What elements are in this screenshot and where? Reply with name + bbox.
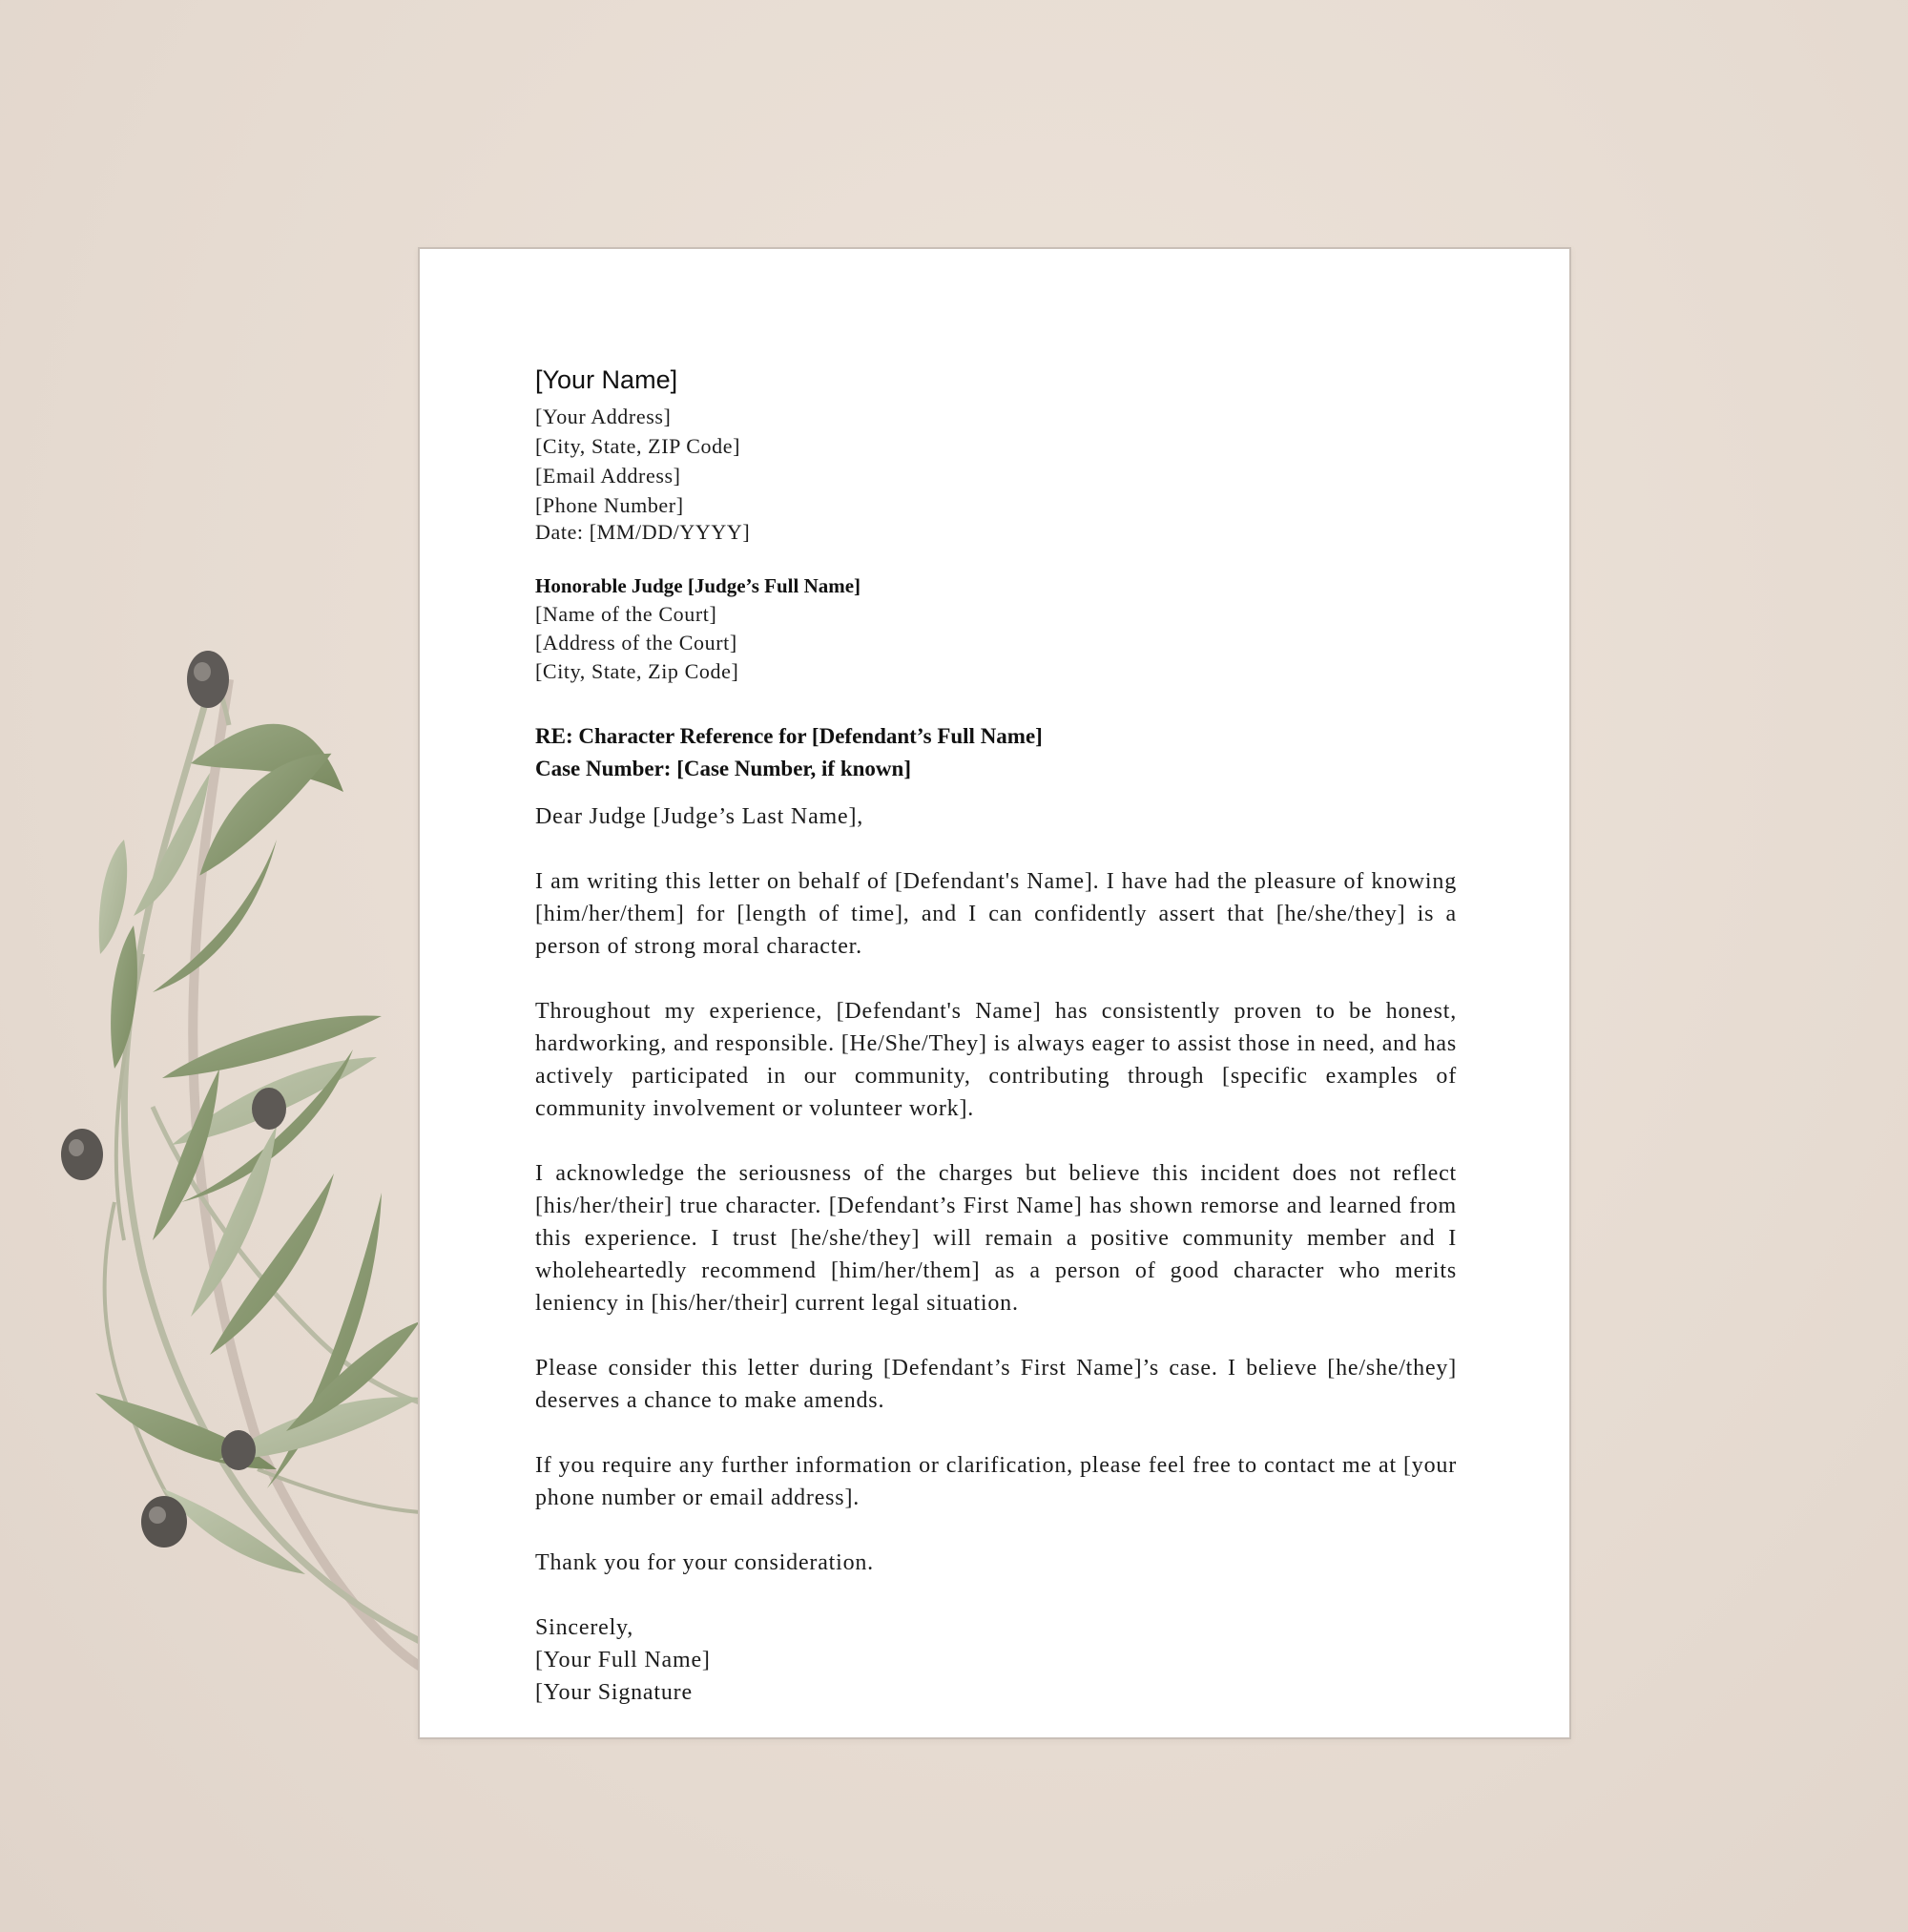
recipient-title: Honorable Judge [Judge’s Full Name] bbox=[535, 574, 861, 597]
olive-leaf bbox=[111, 925, 137, 1069]
re-block bbox=[535, 720, 1457, 785]
closing-block bbox=[535, 1611, 1457, 1709]
body-paragraph: I am writing this letter on behalf of [Defendant's Name]. I have had the pleasure of knowing [him/her/them] for [length of time], and I can confidently assert that [he/she/they] is a person of strong moral character. bbox=[535, 869, 1457, 959]
sender-name: [Your Name] bbox=[535, 365, 678, 394]
thank-you-line: Thank you for your consideration. bbox=[535, 1550, 874, 1575]
body-paragraph: I acknowledge the seriousness of the charges but believe this incident does not reflect [his/her/their] true character. [Defendant’s First Name] has shown remorse and learned from this experience. I trust [he/she/they] will remain a positive community member and I wholeheartedly recommend [him/her/them] as a person of good character who merits leniency in [his/her/their] current legal situation. bbox=[535, 1161, 1457, 1316]
letter-content bbox=[535, 364, 1457, 1709]
sender-address: [Your Address] bbox=[535, 405, 672, 428]
closing-full-name: [Your Full Name] bbox=[535, 1648, 711, 1672]
recipient-block bbox=[535, 571, 1457, 686]
letter-page bbox=[418, 247, 1571, 1739]
olive-bud bbox=[252, 1088, 286, 1130]
court-city-state-zip: [City, State, Zip Code] bbox=[535, 659, 739, 683]
body-paragraph: Throughout my experience, [Defendant's Name] has consistently proven to be honest, hardworking, and responsible. [He/She/They] is always eager to assist those in need, and has actively participated in our community, contributing through [specific examples of community involvement or volunteer work]. bbox=[535, 999, 1457, 1121]
olive-bud bbox=[61, 1129, 103, 1180]
re-subject: RE: Character Reference for [Defendant’s Full Name] bbox=[535, 724, 1043, 748]
court-name: [Name of the Court] bbox=[535, 602, 717, 626]
salutation: Dear Judge [Judge’s Last Name], bbox=[535, 804, 864, 829]
case-number: Case Number: [Case Number, if known] bbox=[535, 757, 911, 780]
olive-bud bbox=[141, 1496, 187, 1548]
body-paragraph: Please consider this letter during [Defendant’s First Name]’s case. I believe [he/she/they] deserves a chance to make amends. bbox=[535, 1356, 1457, 1413]
letter-date: Date: [MM/DD/YYYY] bbox=[535, 520, 751, 544]
sender-email: [Email Address] bbox=[535, 464, 681, 488]
olive-bud bbox=[187, 651, 229, 708]
closing-signature: [Your Signature bbox=[535, 1680, 693, 1705]
olive-bud bbox=[221, 1430, 256, 1470]
olive-leaf bbox=[99, 840, 127, 954]
sender-block bbox=[535, 364, 1457, 547]
sender-city-state-zip: [City, State, ZIP Code] bbox=[535, 434, 741, 458]
body-paragraph: If you require any further information or clarification, please feel free to contact me at [your phone number or email address]. bbox=[535, 1453, 1457, 1510]
court-address: [Address of the Court] bbox=[535, 631, 737, 654]
valediction: Sincerely, bbox=[535, 1615, 634, 1640]
sender-phone: [Phone Number] bbox=[535, 493, 684, 517]
